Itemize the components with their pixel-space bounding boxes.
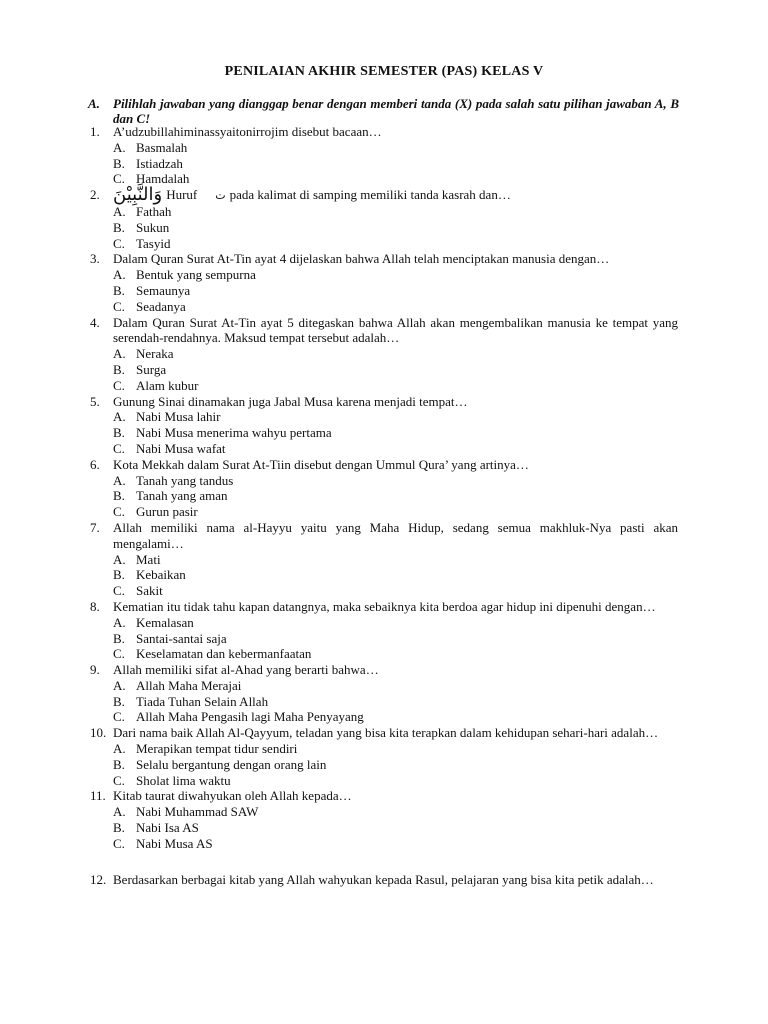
question-number: 4. — [90, 314, 100, 330]
option-text: Sholat lima waktu — [136, 772, 231, 788]
answer-option[interactable] — [0, 220, 768, 236]
question-text: Allah memiliki sifat al-Ahad yang berarti bahwa… — [113, 662, 379, 678]
option-list — [0, 267, 768, 314]
option-letter: C. — [113, 504, 125, 520]
option-text: Nabi Isa AS — [136, 820, 199, 836]
option-list — [0, 140, 768, 187]
option-text: Allah Maha Pengasih lagi Maha Penyayang — [136, 709, 364, 725]
option-letter: B. — [113, 756, 125, 772]
option-text: Tiada Tuhan Selain Allah — [136, 693, 269, 709]
answer-option[interactable] — [0, 773, 768, 789]
option-text: Tasyid — [136, 235, 171, 251]
answer-option[interactable] — [0, 631, 768, 647]
option-text: Keselamatan dan kebermanfaatan — [136, 646, 312, 662]
question-text: Kematian itu tidak tahu kapan datangnya, maka sebaiknya kita berdoa agar hidup ini dipenuhi dengan… — [113, 598, 656, 614]
answer-option[interactable] — [0, 757, 768, 773]
option-list — [0, 346, 768, 393]
answer-option[interactable] — [0, 678, 768, 694]
option-text: Hamdalah — [136, 171, 190, 187]
question-item — [0, 394, 768, 410]
question-text: Kitab taurat diwahyukan oleh Allah kepada… — [113, 788, 352, 804]
option-text: Nabi Musa wafat — [136, 440, 226, 456]
question-item — [0, 520, 768, 552]
question-text-part: Huruf — [166, 187, 198, 203]
question-item — [0, 788, 768, 804]
answer-option[interactable] — [0, 741, 768, 757]
option-text: Santai-santai saja — [136, 630, 227, 646]
option-text: Kebaikan — [136, 567, 186, 583]
option-letter: A. — [113, 409, 126, 425]
question-item — [0, 124, 768, 140]
option-list — [0, 615, 768, 662]
question-number: 9. — [90, 662, 100, 678]
option-letter: C. — [113, 583, 125, 599]
option-text: Kemalasan — [136, 614, 194, 630]
answer-option[interactable] — [0, 236, 768, 252]
question-item — [0, 315, 768, 347]
option-letter: B. — [113, 630, 125, 646]
question-item — [0, 457, 768, 473]
option-letter: A. — [113, 551, 126, 567]
option-text: Nabi Musa lahir — [136, 409, 221, 425]
question-number: 11. — [90, 788, 106, 804]
question-number: 7. — [90, 519, 100, 535]
answer-option[interactable] — [0, 583, 768, 599]
answer-option[interactable] — [0, 140, 768, 156]
answer-option[interactable] — [0, 425, 768, 441]
option-letter: A. — [113, 614, 126, 630]
answer-option[interactable] — [0, 504, 768, 520]
question-text: Dalam Quran Surat At-Tin ayat 5 ditegaskan bahwa Allah akan mengembalikan manusia ke tempat yang serendah-rendahnya. Maksud tempat tersebut adalah… — [113, 314, 678, 346]
option-text: Tanah yang tandus — [136, 472, 234, 488]
answer-option[interactable] — [0, 473, 768, 489]
option-letter: B. — [113, 567, 125, 583]
page-title: PENILAIAN AKHIR SEMESTER (PAS) KELAS V — [224, 64, 544, 79]
question-number: 2. — [90, 187, 100, 203]
question-item — [0, 251, 768, 267]
option-letter: B. — [113, 488, 125, 504]
option-letter: C. — [113, 772, 125, 788]
question-item — [0, 872, 768, 888]
answer-option[interactable] — [0, 709, 768, 725]
option-text: Allah Maha Merajai — [136, 677, 242, 693]
option-letter: A. — [113, 203, 126, 219]
section-instruction — [88, 96, 679, 126]
option-text: Istiadzah — [136, 155, 183, 171]
option-letter: C. — [113, 646, 125, 662]
question-item — [0, 662, 768, 678]
option-letter: B. — [113, 425, 125, 441]
question-number: 12. — [90, 871, 107, 887]
option-letter: A. — [113, 804, 126, 820]
answer-option[interactable] — [0, 820, 768, 836]
option-letter: C. — [113, 235, 125, 251]
answer-option[interactable] — [0, 267, 768, 283]
question-item — [0, 599, 768, 615]
option-text: Surga — [136, 361, 167, 377]
option-text: Sakit — [136, 583, 163, 599]
option-text: Nabi Musa AS — [136, 835, 213, 851]
answer-option[interactable] — [0, 378, 768, 394]
answer-option[interactable] — [0, 646, 768, 662]
answer-option[interactable] — [0, 552, 768, 568]
instruction-text: Pilihlah jawaban yang dianggap benar dengan memberi tanda (X) pada salah satu pilihan jawaban A, B dan C! — [113, 96, 679, 126]
question-number: 6. — [90, 456, 100, 472]
question-text: Dari nama baik Allah Al-Qayyum, teladan yang bisa kita terapkan dalam kehidupan sehari-hari adalah… — [113, 725, 659, 741]
option-text: Bentuk yang sempurna — [136, 267, 256, 283]
question-item — [0, 184, 768, 206]
question-number: 1. — [90, 124, 100, 139]
question-text: Allah memiliki nama al-Hayyu yaitu yang Maha Hidup, sedang semua makhluk-Nya pasti akan mengalami… — [113, 519, 678, 551]
question-text: A’udzubillahiminassyaitonirrojim disebut bacaan… — [113, 124, 382, 139]
spacer — [0, 852, 768, 872]
question-item — [0, 725, 768, 741]
option-list — [0, 741, 768, 788]
option-text: Alam kubur — [136, 377, 199, 393]
option-text: Selalu bergantung dengan orang lain — [136, 756, 327, 772]
answer-option[interactable] — [0, 156, 768, 172]
question-number: 3. — [90, 251, 100, 267]
option-list — [0, 804, 768, 851]
answer-option[interactable] — [0, 694, 768, 710]
option-text: Tanah yang aman — [136, 488, 228, 504]
section-letter: A. — [88, 96, 100, 111]
answer-option[interactable] — [0, 204, 768, 220]
option-letter: C. — [113, 171, 125, 187]
option-list — [0, 552, 768, 599]
option-text: Nabi Musa menerima wahyu pertama — [136, 425, 332, 441]
option-letter: A. — [113, 472, 126, 488]
answer-option[interactable] — [0, 615, 768, 631]
question-text: Kota Mekkah dalam Surat At-Tiin disebut dengan Ummul Qura’ yang artinya… — [113, 456, 529, 472]
option-letter: A. — [113, 139, 126, 155]
option-letter: A. — [113, 677, 126, 693]
answer-option[interactable] — [0, 804, 768, 820]
answer-option[interactable] — [0, 346, 768, 362]
option-list — [0, 473, 768, 520]
question-number: 10. — [90, 725, 107, 741]
option-letter: C. — [113, 377, 125, 393]
answer-option[interactable] — [0, 488, 768, 504]
option-letter: A. — [113, 346, 126, 362]
option-text: Mati — [136, 551, 161, 567]
option-letter: B. — [113, 820, 125, 836]
option-text: Fathah — [136, 203, 172, 219]
option-letter: C. — [113, 835, 125, 851]
option-list — [0, 409, 768, 456]
option-letter: C. — [113, 709, 125, 725]
option-letter: C. — [113, 440, 125, 456]
option-text: Merapikan tempat tidur sendiri — [136, 741, 298, 757]
answer-option[interactable] — [0, 283, 768, 299]
option-letter: B. — [113, 361, 125, 377]
option-text: Sukun — [136, 219, 170, 235]
answer-option[interactable] — [0, 409, 768, 425]
option-letter: B. — [113, 693, 125, 709]
answer-option[interactable] — [0, 441, 768, 457]
question-list — [0, 124, 768, 887]
option-text: Basmalah — [136, 139, 188, 155]
option-letter: B. — [113, 282, 125, 298]
option-letter: B. — [113, 219, 125, 235]
question-text — [113, 184, 678, 206]
question-text: Dalam Quran Surat At-Tin ayat 4 dijelaskan bahwa Allah telah menciptakan manusia dengan… — [113, 251, 610, 267]
option-list — [0, 678, 768, 725]
option-list — [0, 204, 768, 251]
question-text: Berdasarkan berbagai kitab yang Allah wahyukan kepada Rasul, pelajaran yang bisa kita petik adalah… — [113, 871, 654, 887]
question-text-part: pada kalimat di samping memiliki tanda kasrah dan… — [229, 187, 511, 203]
option-text: Neraka — [136, 346, 174, 362]
option-text: Seadanya — [136, 298, 186, 314]
option-text: Semaunya — [136, 282, 191, 298]
question-number: 5. — [90, 393, 100, 409]
question-text: Gunung Sinai dinamakan juga Jabal Musa karena menjadi tempat… — [113, 393, 468, 409]
option-letter: B. — [113, 155, 125, 171]
option-text: Nabi Muhammad SAW — [136, 804, 259, 820]
option-letter: A. — [113, 741, 126, 757]
question-number: 8. — [90, 598, 100, 614]
arabic-letter: ت — [215, 189, 226, 203]
answer-option[interactable] — [0, 567, 768, 583]
option-letter: C. — [113, 298, 125, 314]
answer-option[interactable] — [0, 836, 768, 852]
option-letter: A. — [113, 267, 126, 283]
answer-option[interactable] — [0, 362, 768, 378]
option-text: Gurun pasir — [136, 504, 198, 520]
answer-option[interactable] — [0, 299, 768, 315]
arabic-word: وَالنَّبِيْنَ — [113, 184, 163, 206]
